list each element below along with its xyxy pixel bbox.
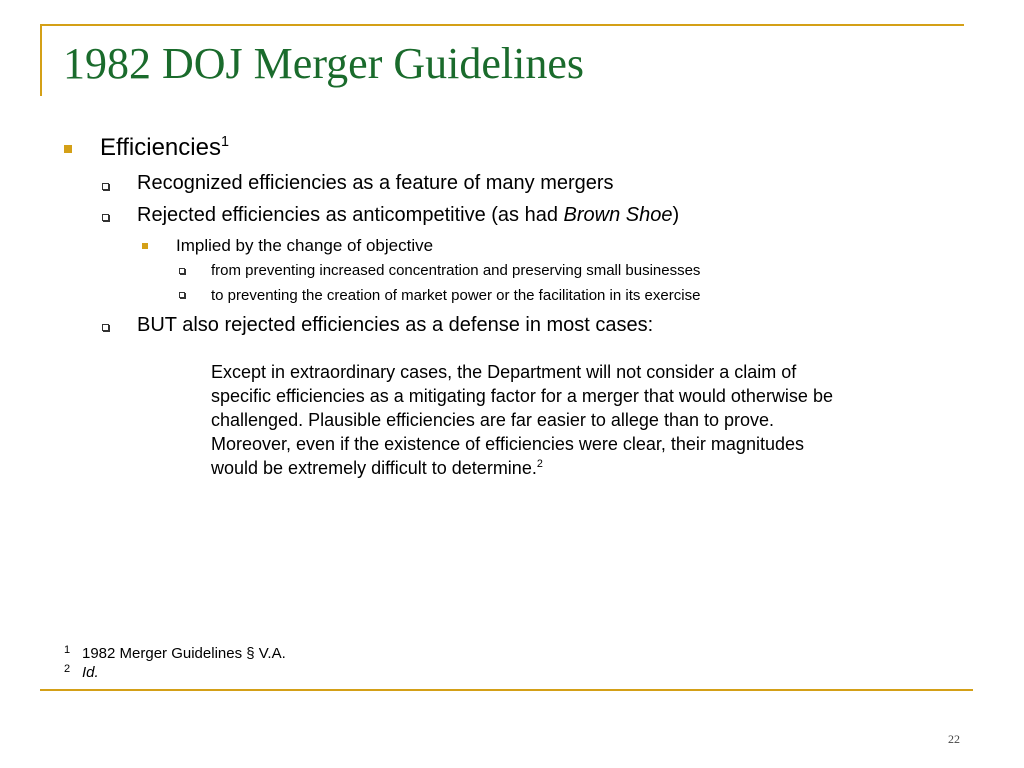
- top-accent-rule: [40, 24, 964, 26]
- bullet-but-also: BUT also rejected efficiencies as a defense in most cases:: [137, 314, 654, 336]
- bullet-text: Efficiencies: [100, 134, 221, 161]
- footnote-mark: 2: [64, 663, 71, 675]
- slide-title: 1982 DOJ Merger Guidelines: [63, 39, 584, 88]
- page-number: 22: [948, 732, 960, 746]
- footnote-ref: 1: [220, 134, 229, 150]
- bullet-from-preventing: from preventing increased concentration and preserving small businesses: [211, 262, 701, 279]
- bullet-text: ): [672, 204, 680, 226]
- guidelines-quote: [211, 360, 851, 480]
- footnote-1: 1982 Merger Guidelines § V.A.: [82, 645, 286, 662]
- case-name: Brown Shoe: [563, 204, 673, 226]
- quote-text: Except in extraordinary cases, the Department will not consider a claim of specific efficiencies as a mitigating factor for a merger that would otherwise be challenged. Plausible efficiencies are far easier to allege than to prove. Moreover, even if the existence of efficiencies were clear, their magnitudes would be extremely difficult to determine.: [211, 362, 833, 478]
- footnote-2: Id.: [82, 664, 99, 681]
- square-bullet-icon: [142, 243, 148, 249]
- box-bullet-icon: [102, 324, 109, 331]
- box-bullet-icon: [102, 214, 109, 221]
- bottom-accent-rule: [40, 689, 973, 691]
- bullet-rejected: [137, 205, 679, 225]
- bullet-recognized: Recognized efficiencies as a feature of many mergers: [137, 172, 614, 194]
- bullet-text: Rejected efficiencies as anticompetitive (as had: [137, 204, 564, 226]
- bullet-implied: Implied by the change of objective: [176, 236, 434, 255]
- box-bullet-icon: [102, 183, 109, 190]
- footnote-mark: 1: [64, 644, 71, 656]
- box-bullet-icon: [179, 268, 185, 274]
- box-bullet-icon: [179, 292, 185, 298]
- left-accent-rule: [40, 24, 42, 96]
- square-bullet-icon: [64, 145, 72, 153]
- footnote-ref: 2: [536, 458, 543, 470]
- bullet-efficiencies: [100, 136, 229, 160]
- bullet-to-preventing: to preventing the creation of market power or the facilitation in its exercise: [211, 287, 701, 304]
